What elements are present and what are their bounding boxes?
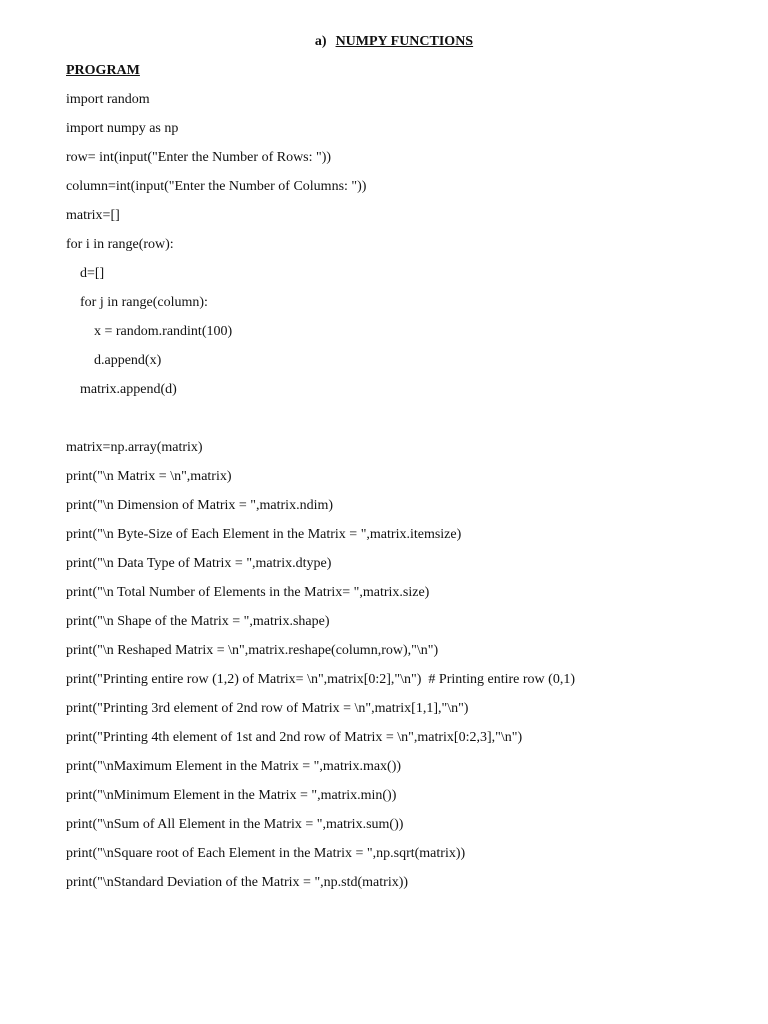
blank-line bbox=[66, 410, 748, 439]
code-line: import random bbox=[66, 92, 150, 107]
code-line: print("Printing entire row (1,2) of Matrix= \n",matrix[0:2],"\n") # Printing entire row (0,1) bbox=[66, 672, 575, 687]
code-line: d=[] bbox=[80, 266, 105, 281]
heading-title: NUMPY FUNCTIONS bbox=[335, 34, 474, 49]
code-line: print("\n Byte-Size of Each Element in the Matrix = ",matrix.itemsize) bbox=[66, 527, 462, 542]
program-code bbox=[66, 91, 748, 903]
program-label: PROGRAM bbox=[66, 63, 140, 78]
code-line: print("\n Reshaped Matrix = \n",matrix.reshape(column,row),"\n") bbox=[66, 643, 439, 658]
code-line: for j in range(column): bbox=[80, 295, 208, 310]
code-line: print("Printing 3rd element of 2nd row of Matrix = \n",matrix[1,1],"\n") bbox=[66, 701, 469, 716]
code-line: print("\n Total Number of Elements in the Matrix= ",matrix.size) bbox=[66, 585, 430, 600]
code-line: matrix=np.array(matrix) bbox=[66, 440, 203, 455]
code-line: matrix=[] bbox=[66, 208, 120, 223]
code-line: for i in range(row): bbox=[66, 237, 174, 252]
code-line: print("\nMaximum Element in the Matrix = ",matrix.max()) bbox=[66, 759, 402, 774]
code-line: print("\n Shape of the Matrix = ",matrix.shape) bbox=[66, 614, 330, 629]
code-line: x = random.randint(100) bbox=[94, 324, 233, 339]
code-line: print("\n Data Type of Matrix = ",matrix.dtype) bbox=[66, 556, 332, 571]
code-line: print("\nStandard Deviation of the Matrix = ",np.std(matrix)) bbox=[66, 875, 409, 890]
code-line: print("Printing 4th element of 1st and 2nd row of Matrix = \n",matrix[0:2,3],"\n") bbox=[66, 730, 523, 745]
code-line: import numpy as np bbox=[66, 121, 179, 136]
heading-enumerator: a) bbox=[314, 34, 327, 49]
code-line: print("\nSquare root of Each Element in the Matrix = ",np.sqrt(matrix)) bbox=[66, 846, 466, 861]
code-line: print("\n Dimension of Matrix = ",matrix.ndim) bbox=[66, 498, 334, 513]
section-heading bbox=[0, 33, 768, 51]
code-line: print("\nMinimum Element in the Matrix = ",matrix.min()) bbox=[66, 788, 397, 803]
code-line: d.append(x) bbox=[94, 353, 162, 368]
code-line: print("\n Matrix = \n",matrix) bbox=[66, 469, 232, 484]
code-line: matrix.append(d) bbox=[80, 382, 177, 397]
code-line: print("\nSum of All Element in the Matrix = ",matrix.sum()) bbox=[66, 817, 404, 832]
code-line: row= int(input("Enter the Number of Rows: ")) bbox=[66, 150, 332, 165]
code-line: column=int(input("Enter the Number of Columns: ")) bbox=[66, 179, 367, 194]
